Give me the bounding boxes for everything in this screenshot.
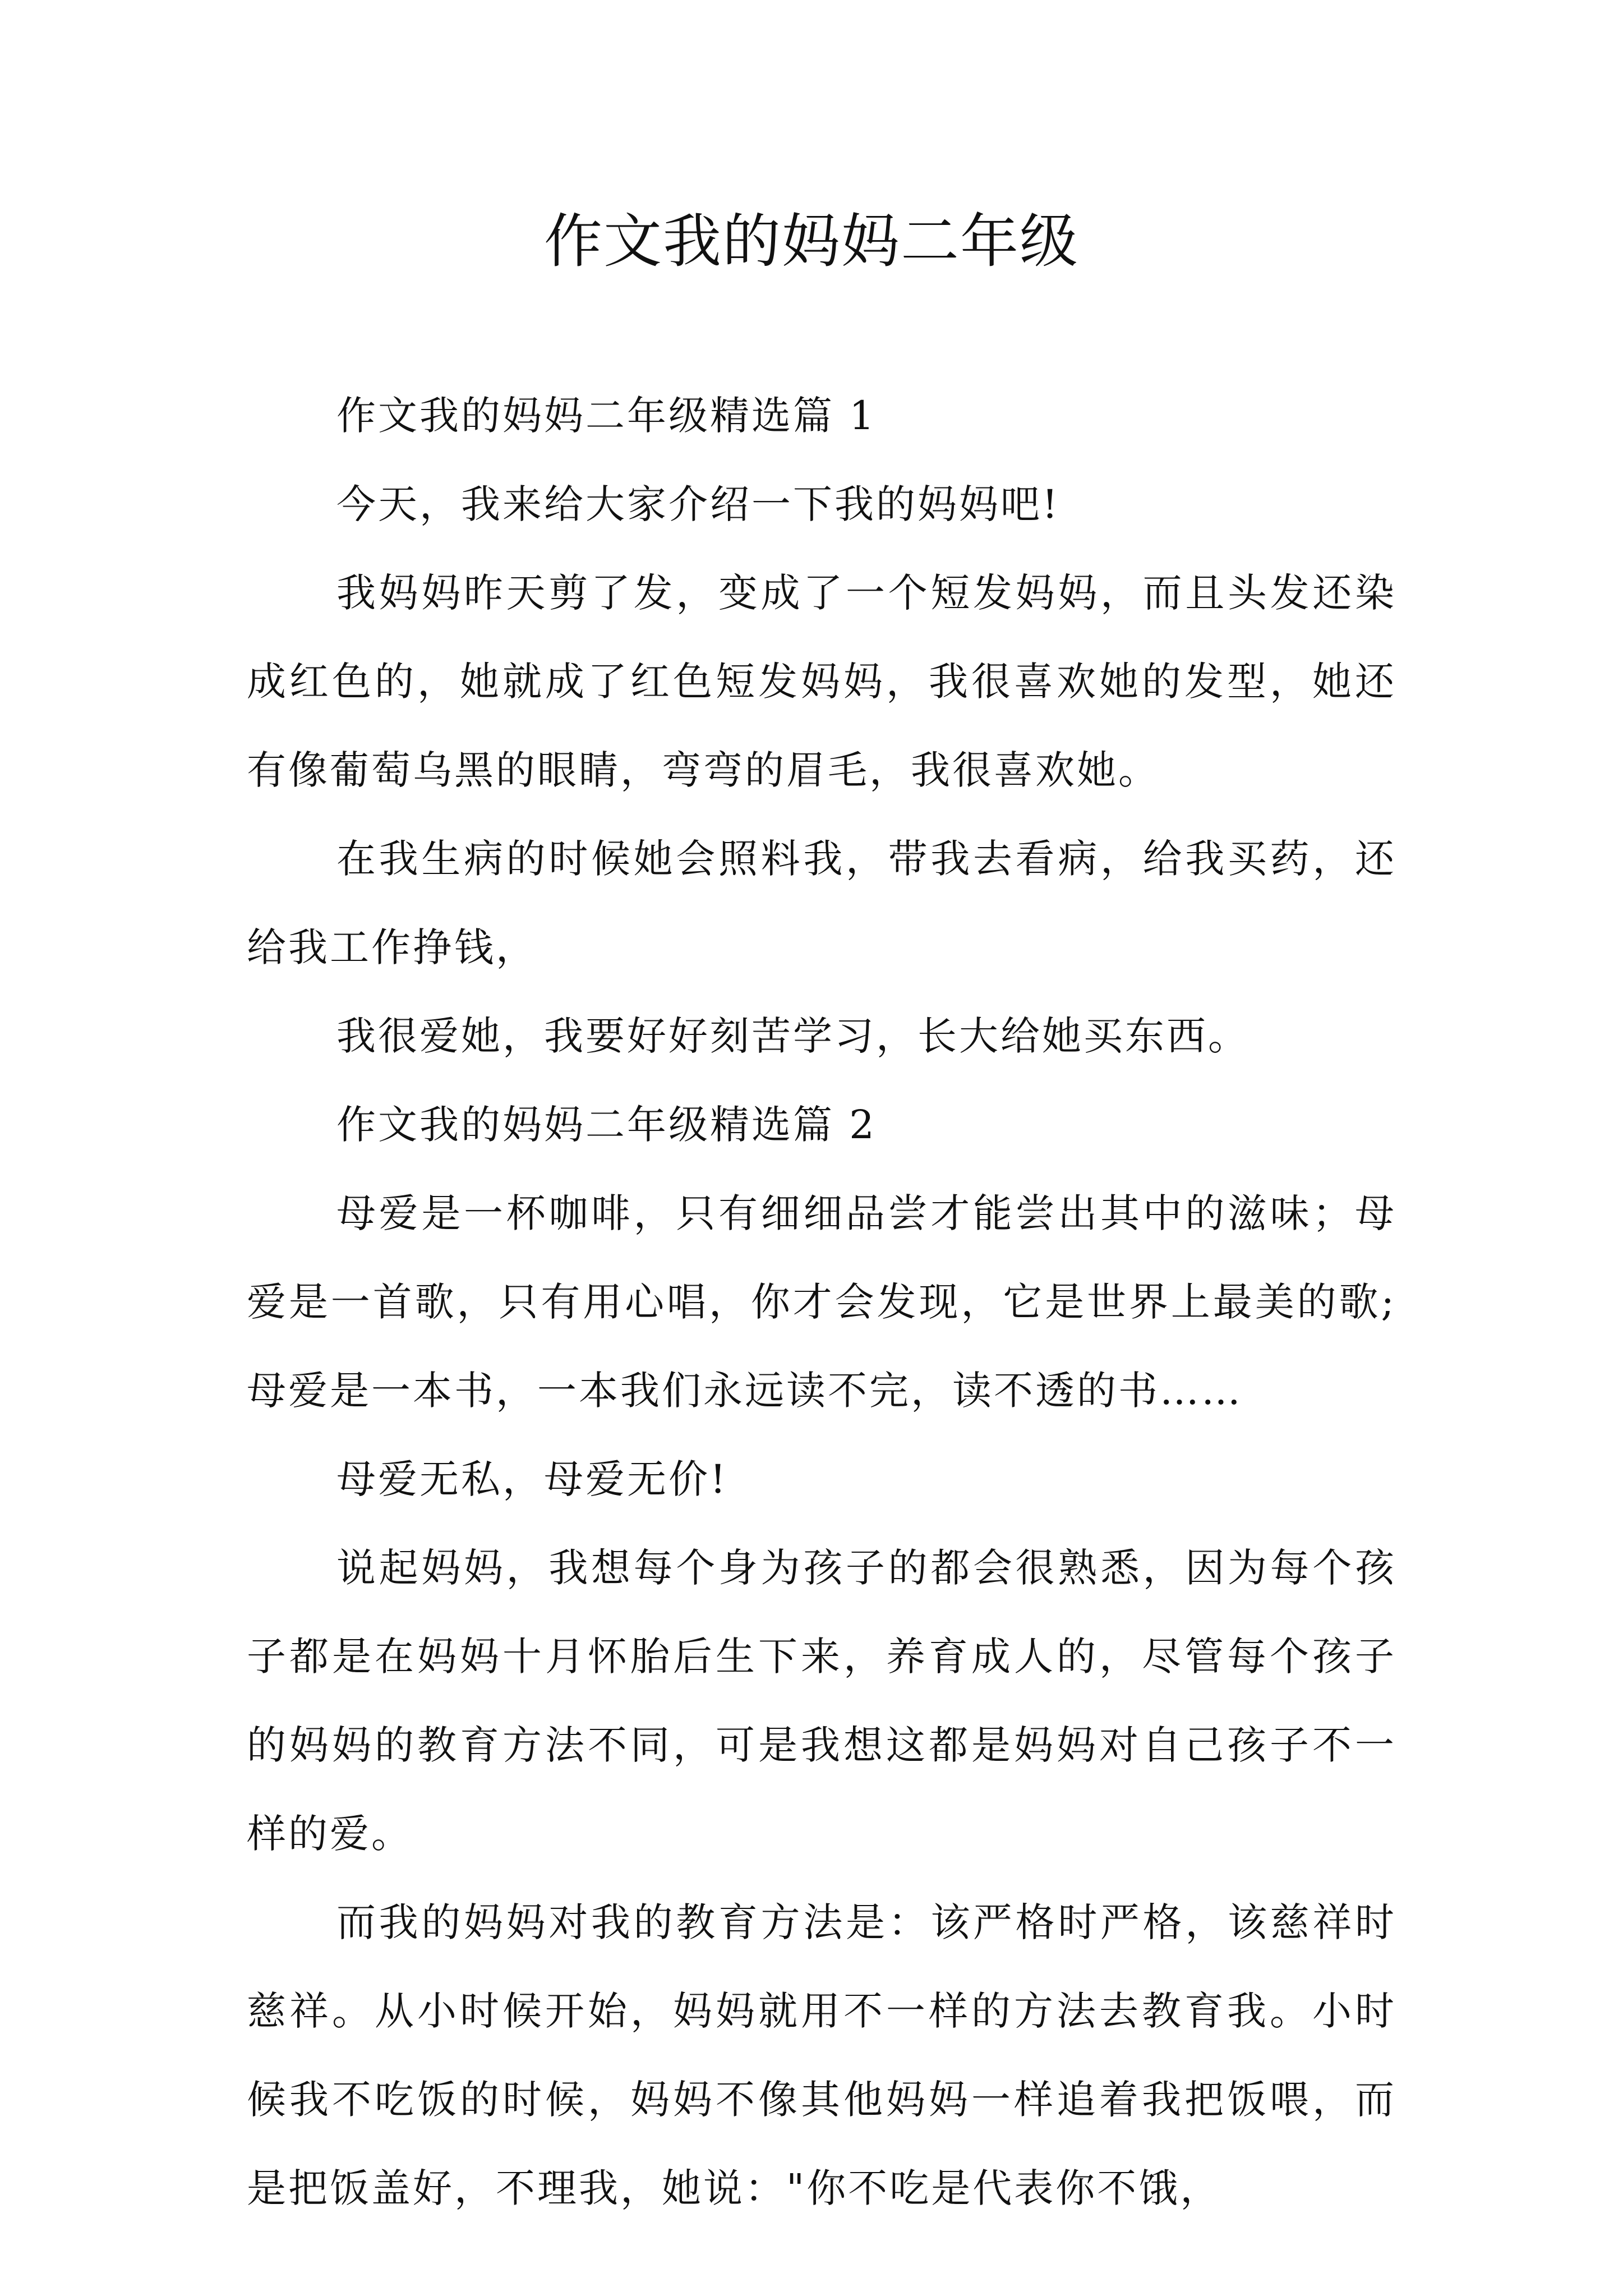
paragraph-love: 我很爱她，我要好好刻苦学习，长大给她买东西。 — [336, 1013, 1249, 1059]
paragraph-care: 在我生病的时候她会照料我，带我去看病，给我买药，还给我工作挣钱， — [247, 836, 1396, 970]
section-heading-1: 作文我的妈妈二年级精选篇 1 — [336, 393, 877, 439]
document-body — [247, 371, 1396, 2233]
paragraph-mother-love-metaphor: 母爱是一杯咖啡，只有细细品尝才能尝出其中的滋味；母爱是一首歌，只有用心唱，你才会发现，它是世界上最美的歌;母爱是一本书，一本我们永远读不完，读不透的书…… — [247, 1190, 1396, 1414]
paragraph-selfless: 母爱无私，母爱无价! — [336, 1456, 728, 1502]
paragraph-intro: 今天，我来给大家介绍一下我的妈妈吧! — [336, 481, 1061, 527]
paragraph-haircut: 我妈妈昨天剪了发，变成了一个短发妈妈，而且头发还染成红色的，她就成了红色短发妈妈，我很喜欢她的发型，她还有像葡萄乌黑的眼睛，弯弯的眉毛，我很喜欢她。 — [247, 570, 1396, 793]
section-heading-2: 作文我的妈妈二年级精选篇 2 — [336, 1102, 877, 1148]
paragraph-education-method: 而我的妈妈对我的教育方法是：该严格时严格，该慈祥时慈祥。从小时候开始，妈妈就用不一样的方法去教育我。小时候我不吃饭的时候，妈妈不像其他妈妈一样追着我把饭喂，而是把饭盖好，不理我，她说："你不吃是代表你不饿， — [247, 1899, 1396, 2211]
document-title: 作文我的妈妈二年级 — [543, 207, 1079, 275]
paragraph-about-mothers: 说起妈妈，我想每个身为孩子的都会很熟悉，因为每个孩子都是在妈妈十月怀胎后生下来，养育成人的，尽管每个孩子的妈妈的教育方法不同，可是我想这都是妈妈对自己孩子不一样的爱。 — [247, 1545, 1396, 1857]
